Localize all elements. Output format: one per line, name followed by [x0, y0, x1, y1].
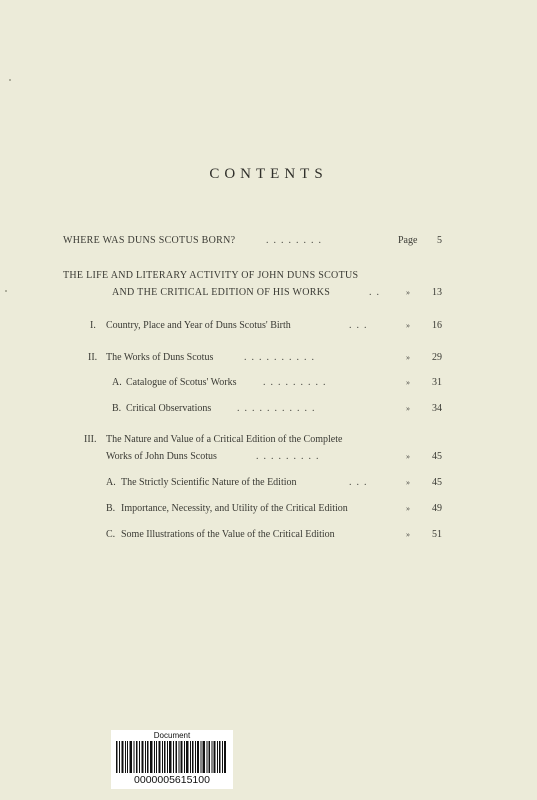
toc-entry-title: WHERE WAS DUNS SCOTUS BORN?	[63, 235, 236, 246]
barcode-number: 0000005615100	[134, 774, 210, 786]
continuation-marker: »	[406, 452, 410, 461]
barcode-icon	[116, 741, 228, 773]
page-title: CONTENTS	[209, 166, 328, 182]
page-number: 34	[432, 403, 442, 414]
leader-dots: ...	[349, 477, 372, 488]
continuation-marker: »	[406, 478, 410, 487]
toc-entry-title: THE LIFE AND LITERARY ACTIVITY OF JOHN DUNS SCOTUS	[63, 270, 359, 281]
page-number: 45	[432, 477, 442, 488]
leader-dots: ..........	[244, 352, 319, 363]
page-number: 31	[432, 377, 442, 388]
toc-entry-title: Critical Observations	[126, 403, 212, 414]
leader-dots: ........	[266, 235, 326, 246]
continuation-marker: »	[406, 530, 410, 539]
toc-entry-title: The Strictly Scientific Nature of the Edition	[121, 477, 297, 488]
barcode-sticker	[111, 730, 233, 789]
paper-speck	[5, 290, 7, 292]
continuation-marker: »	[406, 378, 410, 387]
continuation-marker: »	[406, 288, 410, 297]
page-number: 13	[432, 287, 442, 298]
leader-dots: ...	[349, 320, 372, 331]
continuation-marker: »	[406, 353, 410, 362]
toc-entry-prefix: C.	[106, 529, 116, 540]
toc-entry-title: Catalogue of Scotus' Works	[126, 377, 237, 388]
leader-dots: .........	[256, 451, 324, 462]
toc-entry-title: Country, Place and Year of Duns Scotus' Birth	[106, 320, 291, 331]
toc-entry-prefix: A.	[106, 477, 116, 488]
page-label: Page	[398, 235, 418, 246]
page-number: 45	[432, 451, 442, 462]
leader-dots: ..	[369, 287, 384, 298]
toc-entry-title: The Nature and Value of a Critical Edition of the Complete	[106, 434, 343, 445]
page-number: 51	[432, 529, 442, 540]
toc-entry-title: Importance, Necessity, and Utility of the Critical Edition	[121, 503, 348, 514]
toc-entry-prefix: III.	[84, 434, 97, 445]
toc-entry-title: Some Illustrations of the Value of the Critical Edition	[121, 529, 335, 540]
toc-entry-title: The Works of Duns Scotus	[106, 352, 214, 363]
page-number: 5	[437, 235, 442, 246]
barcode-label: Document	[153, 731, 191, 740]
toc-entry-prefix: B.	[112, 403, 122, 414]
toc-entry-prefix: B.	[106, 503, 116, 514]
continuation-marker: »	[406, 504, 410, 513]
toc-entry-title-continued: AND THE CRITICAL EDITION OF HIS WORKS	[112, 287, 331, 298]
leader-dots: ...........	[237, 403, 320, 414]
paper-speck	[9, 79, 11, 81]
page-number: 29	[432, 352, 442, 363]
continuation-marker: »	[406, 321, 410, 330]
toc-entry-prefix: A.	[112, 377, 122, 388]
toc-entry-title-continued: Works of John Duns Scotus	[106, 451, 217, 462]
continuation-marker: »	[406, 404, 410, 413]
leader-dots: .........	[263, 377, 331, 388]
page-number: 16	[432, 320, 442, 331]
page-number: 49	[432, 503, 442, 514]
toc-entry-prefix: II.	[88, 352, 98, 363]
toc-entry-prefix: I.	[90, 320, 96, 331]
